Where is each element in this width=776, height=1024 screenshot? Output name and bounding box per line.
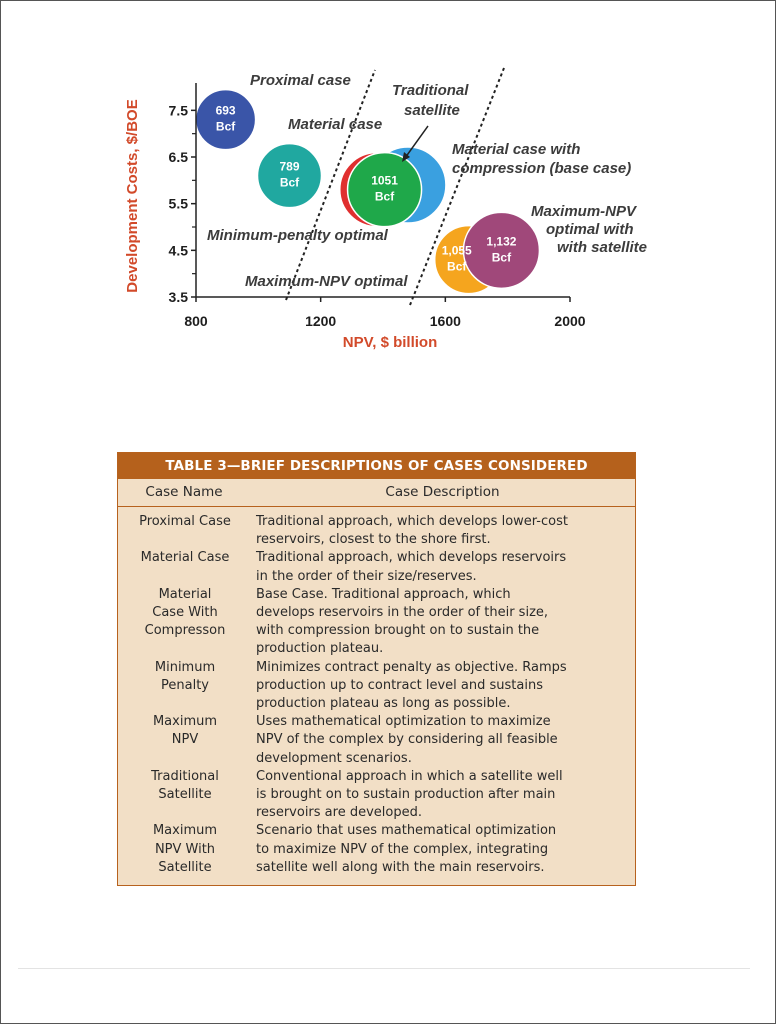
case-name-cell bbox=[118, 768, 250, 823]
case-description-line: with compression brought on to sustain the bbox=[256, 623, 540, 639]
case-description-line: production plateau as long as possible. bbox=[256, 696, 511, 712]
y-tick-label: 4.5 bbox=[168, 242, 188, 259]
footer-rule bbox=[18, 968, 750, 969]
case-description-cell bbox=[250, 549, 635, 585]
bubble-label-max-npv: 1,055 bbox=[441, 243, 472, 258]
y-axis-title: Development Costs, $/BOE bbox=[124, 99, 141, 293]
annotation-max-npv: Maximum-NPV optimal bbox=[245, 273, 408, 290]
y-tick-label: 6.5 bbox=[168, 149, 188, 165]
bubble-label-max-npv: Bcf bbox=[447, 259, 467, 274]
case-name-cell bbox=[118, 713, 250, 768]
cases-table bbox=[117, 452, 636, 886]
case-description-line: Minimizes contract penalty as objective. Ramps bbox=[256, 659, 567, 675]
bubble-label-max-npv-sat: Bcf bbox=[491, 250, 512, 265]
annotation-traditional-1: Traditional bbox=[392, 82, 469, 99]
x-tick-label: 1200 bbox=[305, 313, 337, 329]
table-header bbox=[118, 479, 635, 507]
case-name-line: Penalty bbox=[161, 677, 209, 693]
table-row bbox=[118, 513, 635, 549]
x-tick-label: 1600 bbox=[429, 313, 461, 329]
table-row bbox=[118, 659, 635, 714]
case-name-line: Maximum bbox=[152, 823, 218, 839]
bubble-label-base: Bcf bbox=[374, 189, 395, 204]
case-description-line: Traditional approach, which develops lower-cost bbox=[256, 514, 568, 529]
case-description-line: to maximize NPV of the complex, integrating bbox=[256, 841, 549, 857]
case-description-cell bbox=[250, 659, 635, 714]
table-row bbox=[118, 713, 635, 768]
case-description-line: is brought on to sustain production after main bbox=[256, 787, 556, 803]
case-description-line: reservoirs, closest to the shore first. bbox=[256, 532, 491, 548]
bubble-label-material: 789 bbox=[279, 159, 300, 174]
case-description-line: develops reservoirs in the order of their size, bbox=[256, 605, 549, 621]
case-name-cell bbox=[118, 586, 250, 659]
case-description-line: satellite well along with the main reservoirs. bbox=[256, 859, 545, 875]
case-description-cell bbox=[250, 513, 635, 549]
case-description-line: production up to contract level and sustains bbox=[256, 677, 543, 693]
y-tick-label: 5.5 bbox=[168, 195, 188, 212]
header-case-description: Case Description bbox=[385, 484, 500, 500]
case-description-line: development scenarios. bbox=[256, 750, 412, 766]
case-description-line: Conventional approach in which a satellite well bbox=[256, 768, 563, 784]
case-description-line: reservoirs are developed. bbox=[256, 805, 422, 821]
case-description-cell bbox=[250, 586, 635, 659]
case-description-line: Base Case. Traditional approach, which bbox=[256, 586, 511, 602]
case-description-line: production plateau. bbox=[256, 641, 384, 657]
case-name-line: Material Case bbox=[140, 550, 230, 566]
case-description-cell bbox=[250, 713, 635, 768]
table-title: TABLE 3—BRIEF DESCRIPTIONS OF CASES CONSIDERED bbox=[118, 453, 635, 479]
case-description-line: NPV of the complex by considering all feasible bbox=[256, 732, 558, 748]
case-description-line: Traditional approach, which develops reservoirs bbox=[256, 550, 567, 566]
annotation-material: Material case bbox=[288, 116, 383, 133]
case-name-line: Traditional bbox=[151, 768, 219, 784]
annotation-max-npv-sat-1: Maximum-NPV bbox=[531, 203, 637, 220]
case-name-cell bbox=[118, 549, 250, 585]
case-name-cell bbox=[118, 659, 250, 714]
annotation-traditional-2: satellite bbox=[404, 102, 460, 119]
case-name-line: NPV bbox=[171, 732, 199, 748]
case-description-cell bbox=[250, 822, 635, 877]
y-tick-label: 3.5 bbox=[168, 289, 188, 305]
case-name-line: NPV With bbox=[154, 841, 216, 857]
case-name-line: Compresson bbox=[144, 623, 226, 639]
bubble-label-material: Bcf bbox=[279, 175, 300, 190]
table-row bbox=[118, 549, 635, 585]
case-name-line: Satellite bbox=[158, 787, 212, 803]
case-description-line: Scenario that uses mathematical optimization bbox=[256, 823, 557, 839]
x-axis-title: NPV, $ billion bbox=[342, 334, 438, 351]
x-tick-label: 2000 bbox=[554, 313, 586, 329]
case-name-cell bbox=[118, 513, 250, 549]
header-case-name: Case Name bbox=[145, 484, 223, 500]
table-row bbox=[118, 586, 635, 659]
case-name-line: Proximal Case bbox=[139, 514, 231, 529]
x-tick-label: 800 bbox=[184, 313, 208, 329]
y-tick-label: 7.5 bbox=[168, 102, 188, 119]
annotation-max-npv-sat-2: optimal with bbox=[546, 221, 634, 238]
table-row bbox=[118, 822, 635, 877]
case-name-line: Material bbox=[158, 586, 212, 602]
bubble-label-proximal: Bcf bbox=[215, 119, 236, 134]
annotation-material-comp-2: compression (base case) bbox=[452, 160, 632, 177]
case-name-line: Maximum bbox=[152, 714, 218, 730]
annotation-max-npv-sat-3: with satellite bbox=[557, 239, 648, 256]
bubble-label-proximal: 693 bbox=[215, 103, 236, 118]
table-row bbox=[118, 768, 635, 823]
case-name-line: Case With bbox=[152, 605, 218, 621]
case-description-line: in the order of their size/reserves. bbox=[256, 568, 477, 584]
case-name-line: Satellite bbox=[158, 859, 212, 875]
annotation-min-penalty: Minimum-penalty optimal bbox=[207, 227, 388, 244]
annotation-material-comp-1: Material case with bbox=[452, 141, 581, 158]
case-name-cell bbox=[118, 822, 250, 877]
case-description-cell bbox=[250, 768, 635, 823]
annotation-proximal: Proximal case bbox=[250, 72, 351, 89]
bubble-label-base: 1051 bbox=[371, 173, 398, 188]
table-body bbox=[118, 507, 635, 877]
case-name-line: Minimum bbox=[154, 659, 216, 675]
bubble-chart bbox=[0, 0, 776, 420]
bubble-label-max-npv-sat: 1,132 bbox=[486, 234, 517, 249]
case-description-line: Uses mathematical optimization to maximize bbox=[256, 714, 551, 730]
